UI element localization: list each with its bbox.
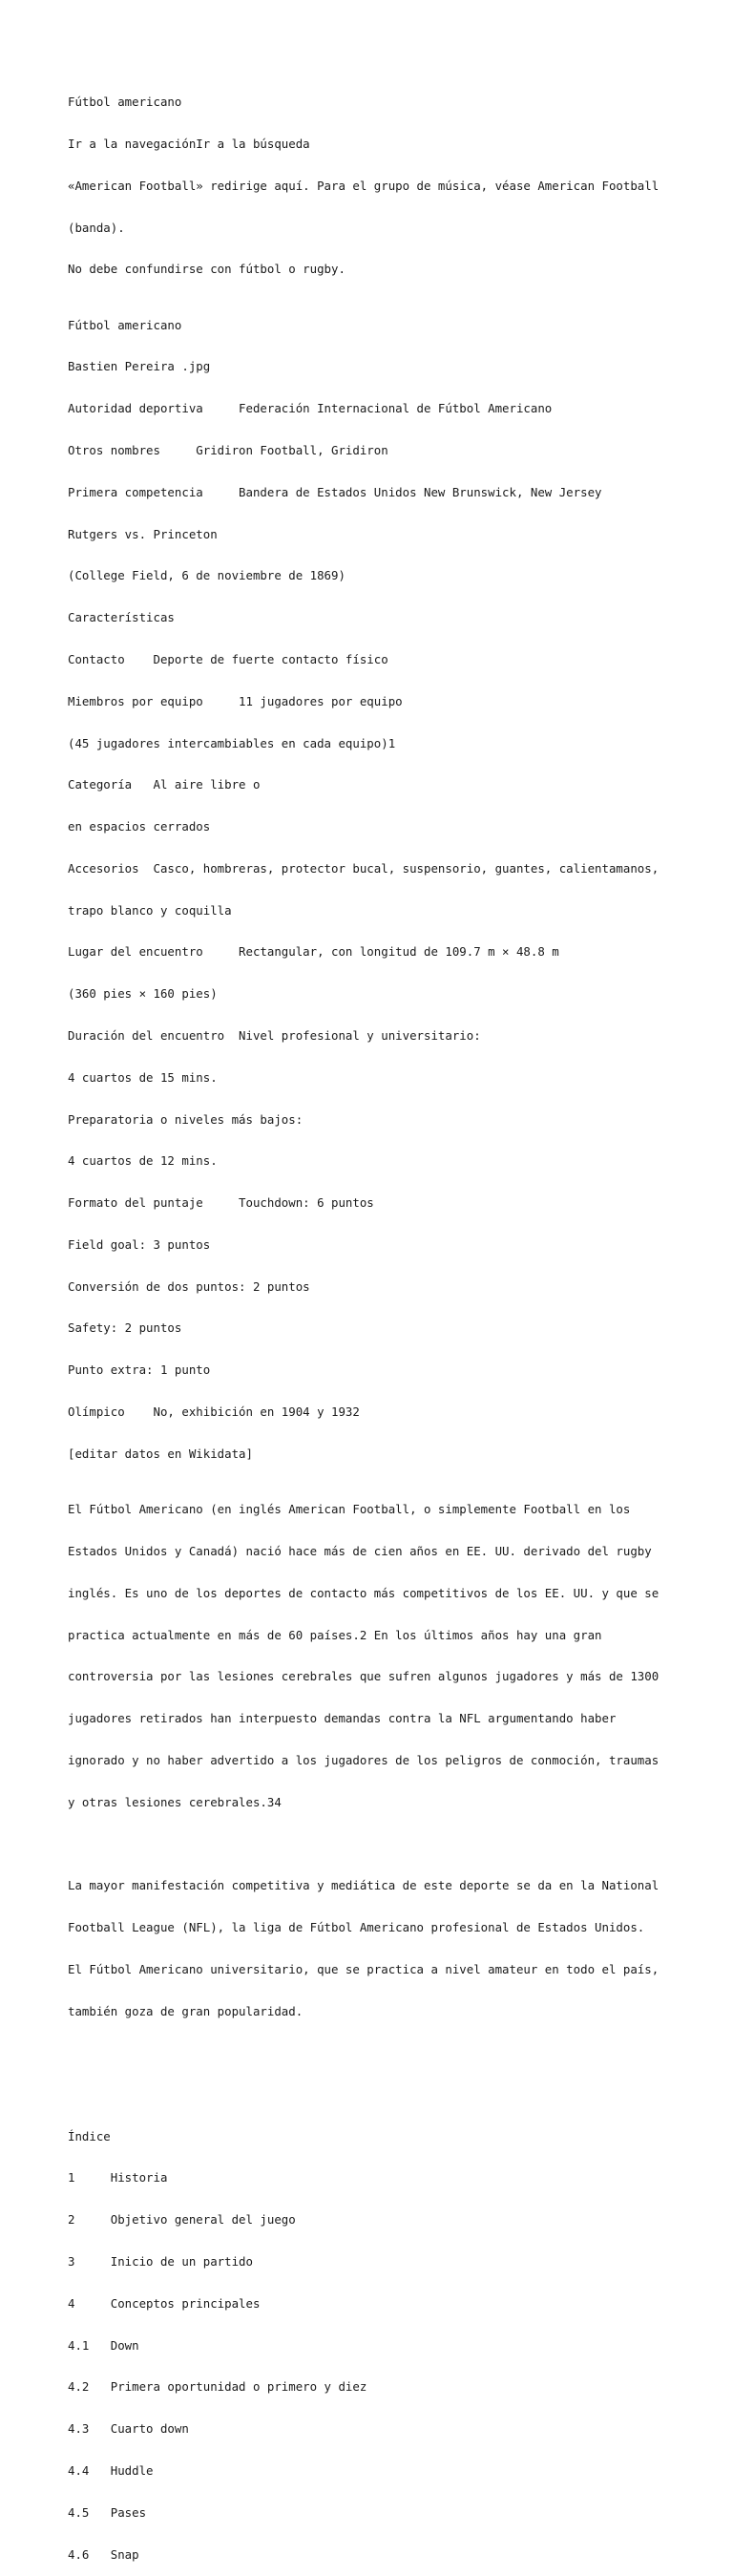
infobox-row: Primera competencia Bandera de Estados Unidos New Brunswick, New Jersey [68, 484, 602, 499]
blank-line [68, 1837, 717, 1851]
infobox-section-heading: Características [68, 610, 175, 625]
body-paragraph-line: practica actualmente en más de 60 países.2 En los últimos años hay una gran [68, 1627, 602, 1642]
infobox-row: Field goal: 3 puntos [68, 1236, 211, 1252]
body-paragraph-line: El Fútbol Americano universitario, que se practica a nivel amateur en todo el país, [68, 1961, 660, 1976]
infobox-row: Conversión de dos puntos: 2 puntos [68, 1278, 310, 1294]
redirect-note: «American Football» redirige aquí. Para el grupo de música, véase American Football [68, 178, 660, 193]
infobox-row: Categoría Al aire libre o [68, 777, 261, 792]
disambiguation-note: No debe confundirse con fútbol o rugby. [68, 262, 346, 277]
infobox-row: Autoridad deportiva Federación Internacional de Fútbol Americano [68, 401, 553, 416]
edit-wikidata-link[interactable]: [editar datos en Wikidata] [68, 1446, 253, 1461]
body-paragraph-line: también goza de gran popularidad. [68, 2003, 304, 2018]
infobox-row: Duración del encuentro Nivel profesional y universitario: [68, 1027, 481, 1043]
infobox-row: Preparatoria o niveles más bajos: [68, 1111, 304, 1127]
document-page [68, 68, 717, 2576]
toc-item[interactable]: 4 Conceptos principales [68, 2295, 261, 2311]
infobox-row: Accesorios Casco, hombreras, protector bucal, suspensorio, guantes, calientamanos, [68, 860, 660, 876]
infobox-row: (360 pies × 160 pies) [68, 986, 218, 1002]
infobox-row: trapo blanco y coquilla [68, 902, 232, 918]
body-paragraph-line: Estados Unidos y Canadá) nació hace más de cien años en EE. UU. derivado del rugby [68, 1543, 652, 1558]
toc-item[interactable]: 4.2 Primera oportunidad o primero y diez [68, 2379, 367, 2395]
toc-item[interactable]: 4.4 Huddle [68, 2462, 154, 2478]
infobox-row: Lugar del encuentro Rectangular, con longitud de 109.7 m × 48.8 m [68, 944, 559, 960]
infobox-row: (45 jugadores intercambiables en cada equipo)1 [68, 735, 396, 750]
toc-title: Índice [68, 2128, 111, 2143]
body-paragraph-line: y otras lesiones cerebrales.34 [68, 1794, 282, 1809]
toc-item[interactable]: 4.3 Cuarto down [68, 2421, 189, 2437]
section-gap [68, 2060, 717, 2088]
infobox-title: Fútbol americano [68, 317, 182, 332]
infobox-row: Punto extra: 1 punto [68, 1362, 211, 1378]
body-paragraph-line: controversia por las lesiones cerebrales que sufren algunos jugadores y más de 1300 [68, 1669, 660, 1684]
body-paragraph-line: ignorado y no haber advertido a los jugadores de los peligros de conmoción, traumas [68, 1752, 660, 1767]
infobox-row: Olímpico No, exhibición en 1904 y 1932 [68, 1404, 360, 1419]
body-paragraph-line: Football League (NFL), la liga de Fútbol Americano profesional de Estados Unidos. [68, 1919, 645, 1934]
infobox-row: (College Field, 6 de noviembre de 1869) [68, 568, 346, 583]
toc-item[interactable]: 4.1 Down [68, 2337, 139, 2353]
redirect-note-continued: (banda). [68, 220, 125, 235]
toc-item[interactable]: 3 Inicio de un partido [68, 2254, 253, 2270]
toc-item[interactable]: 4.6 Snap [68, 2546, 139, 2562]
infobox-row: Safety: 2 puntos [68, 1320, 182, 1336]
infobox-image-name: Bastien Pereira .jpg [68, 359, 211, 374]
infobox-row: Miembros por equipo 11 jugadores por equipo [68, 693, 403, 708]
body-paragraph-line: jugadores retirados han interpuesto demandas contra la NFL argumentando haber [68, 1711, 617, 1726]
body-paragraph-line: El Fútbol Americano (en inglés American Football, o simplemente Football en los [68, 1502, 631, 1517]
toc-item[interactable]: 4.5 Pases [68, 2504, 147, 2520]
toc-item[interactable]: 2 Objetivo general del juego [68, 2212, 296, 2228]
infobox-row: Contacto Deporte de fuerte contacto físico [68, 651, 388, 666]
infobox-row: Rutgers vs. Princeton [68, 526, 218, 541]
body-paragraph-line: La mayor manifestación competitiva y mediática de este deporte se da en la National [68, 1878, 660, 1893]
infobox-row: Otros nombres Gridiron Football, Gridiron [68, 443, 388, 458]
infobox-row: Formato del puntaje Touchdown: 6 puntos [68, 1195, 374, 1211]
page-title: Fútbol americano [68, 95, 182, 110]
toc-item[interactable]: 1 Historia [68, 2170, 168, 2185]
infobox-row: 4 cuartos de 15 mins. [68, 1069, 218, 1085]
navigation-links[interactable]: Ir a la navegaciónIr a la búsqueda [68, 136, 310, 151]
body-paragraph-line: inglés. Es uno de los deportes de contacto más competitivos de los EE. UU. y que se [68, 1585, 660, 1600]
infobox-row: en espacios cerrados [68, 819, 211, 834]
infobox-row: 4 cuartos de 12 mins. [68, 1153, 218, 1169]
